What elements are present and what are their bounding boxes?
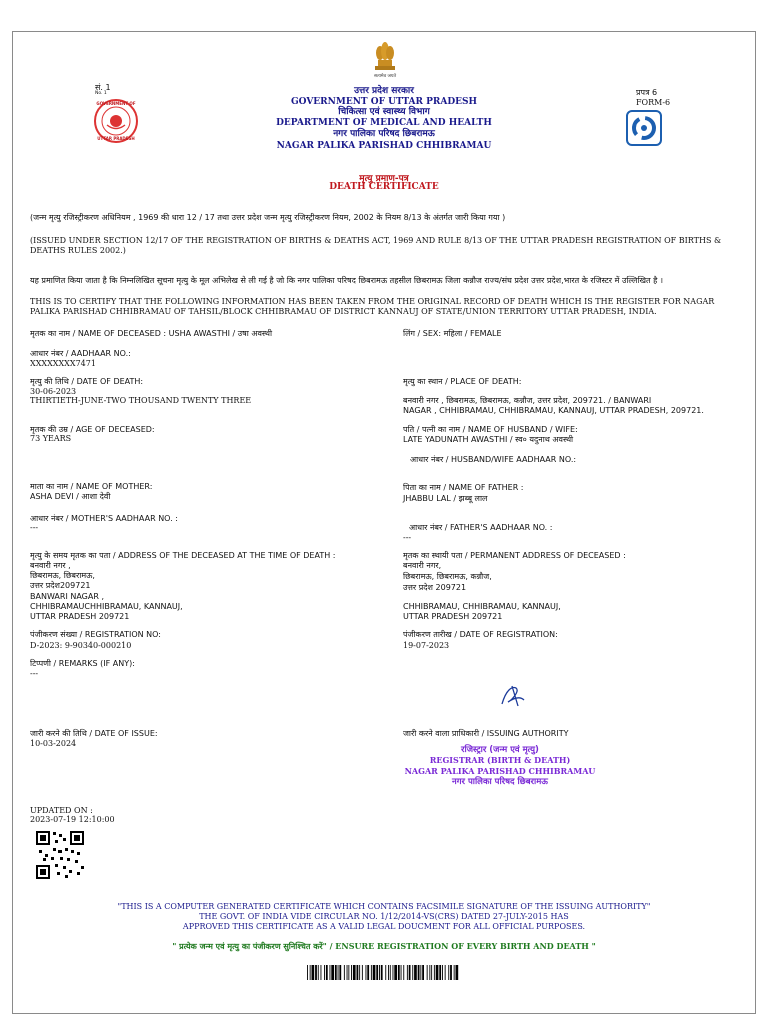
death-address-en-2: CHHIBRAMAUCHHIBRAMAU, KANNAUJ, — [30, 602, 183, 611]
issue-date-label: जारी करने की तिथि / DATE OF ISSUE: — [30, 729, 158, 738]
national-emblem-icon — [372, 40, 398, 72]
page-title: DEATH CERTIFICATE — [329, 182, 439, 192]
spouse-aadhaar-label: आधार नंबर / HUSBAND/WIFE AADHAAR NO.: — [410, 455, 577, 464]
date-of-death-value: 30-06-2023 — [30, 387, 77, 396]
registration-date-label: पंजीकरण तारीख / DATE OF REGISTRATION: — [403, 630, 558, 639]
place-of-death-value-2: NAGAR , CHHIBRAMAU, CHHIBRAMAU, KANNAUJ, UTTAR PRADESH, 209721. — [403, 406, 704, 415]
age-value: 73 YEARS — [30, 434, 72, 443]
date-of-death-label: मृत्यु की तिथि / DATE OF DEATH: — [30, 377, 144, 386]
state-name-hindi: उत्तर प्रदेश सरकार — [354, 86, 414, 96]
issuing-authority-label: जारी करने वाला प्राधिकारी / ISSUING AUTHORITY — [403, 729, 569, 738]
footer-disclaimer: "THIS IS A COMPUTER GENERATED CERTIFICATE WHICH CONTAINS FACSIMILE SIGNATURE OF THE ISSUING AUTHORITY" — [117, 902, 651, 911]
place-of-death-value-1: बनवारी नगर , छिबरामऊ, छिबरामऊ, कन्नौज, उत्तर प्रदेश, 209721. / BANWARI — [403, 396, 652, 405]
municipal-body-hindi: नगर पालिका परिषद छिबरामऊ — [333, 129, 435, 139]
remarks-label: टिप्पणी / REMARKS (IF ANY): — [30, 659, 135, 668]
date-of-death-words: THIRTIETH-JUNE-TWO THOUSAND TWENTY THREE — [30, 396, 252, 405]
age-label: मृतक की उम्र / AGE OF DECEASED: — [30, 425, 155, 434]
registration-no-label: पंजीकरण संख्या / REGISTRATION NO: — [30, 630, 162, 639]
mother-aadhaar-label: आधार नंबर / MOTHER'S AADHAAR NO. : — [30, 514, 178, 523]
footer-slogan — [0, 941, 768, 952]
department-name: DEPARTMENT OF MEDICAL AND HEALTH — [276, 118, 492, 128]
crs-logo-icon — [626, 110, 662, 146]
act-reference: (ISSUED UNDER SECTION 12/17 OF THE REGISTRATION OF BIRTHS & DEATHS ACT, 1969 AND RULE 8/13 OF THE UTTAR PRADESH REGISTRATION OF BIRTHS & DEATHS RULES 2002.) — [30, 236, 722, 255]
death-address-en-3: UTTAR PRADESH 209721 — [30, 612, 130, 621]
seal-text-top: GOVERNMENT OF — [96, 101, 136, 106]
footer-slogan-hindi: " प्रत्येक जन्म एवं मृत्यु का पंजीकरण सुनिश्चित करें" / — [172, 942, 333, 951]
spouse-name-value: LATE YADUNATH AWASTHI / स्व० यदुनाथ अवस्थी — [403, 435, 574, 444]
father-name-label: पिता का नाम / NAME OF FATHER : — [403, 483, 524, 492]
mother-name-value: ASHA DEVI / आशा देवी — [30, 492, 111, 501]
act-reference-hindi: (जन्म मृत्यु रजिस्ट्रीकरण अधिनियम , 1969 की धारा 12 / 17 तथा उत्तर प्रदेश जन्म मृत्यु रजिस्ट्रीकरण नियम, 2002 के नियम 8/13 के अंतर्गत जारी किया गया ) — [30, 213, 506, 222]
registrar-body: NAGAR PALIKA PARISHAD CHHIBRAMAU — [404, 766, 596, 776]
footer-approval: APPROVED THIS CERTIFICATE AS A VALID LEGAL DOUCMENT FOR ALL OFFICIAL PURPOSES. — [182, 922, 586, 931]
serial-number: सं. 1 — [95, 83, 111, 92]
permanent-address-hindi-3: उत्तर प्रदेश 209721 — [403, 583, 467, 592]
registrar-body-hindi: नगर पालिका परिषद छिबरामऊ — [452, 777, 548, 787]
department-hindi: चिकित्सा एवं स्वास्थ्य विभाग — [338, 107, 430, 117]
permanent-address-label: मृतक का स्थायी पता / PERMANENT ADDRESS OF DECEASED : — [403, 551, 626, 560]
permanent-address-hindi-2: छिबरामऊ, छिबरामऊ, कन्नौज, — [403, 572, 492, 581]
permanent-address-en-2: UTTAR PRADESH 209721 — [403, 612, 503, 621]
place-of-death-label: मृत्यु का स्थान / PLACE OF DEATH: — [403, 377, 522, 386]
qr-code-icon — [35, 830, 85, 880]
death-address-hindi-2: छिबरामऊ, छिबरामऊ, — [30, 571, 95, 580]
emblem-motto: सत्यमेव जयते — [373, 74, 397, 79]
updated-on-label: UPDATED ON : — [30, 806, 93, 815]
permanent-address-hindi-1: बनवारी नगर, — [403, 561, 442, 570]
state-name: GOVERNMENT OF UTTAR PRADESH — [290, 97, 478, 107]
form-number: FORM-6 — [636, 98, 671, 107]
footer-slogan-english: ENSURE REGISTRATION OF EVERY BIRTH AND DEATH " — [335, 941, 596, 951]
spouse-name-label: पति / पत्नी का नाम / NAME OF HUSBAND / WIFE: — [403, 425, 578, 434]
registrar-title-hindi: रजिस्ट्रार (जन्म एवं मृत्यु) — [461, 745, 539, 755]
certify-statement: THIS IS TO CERTIFY THAT THE FOLLOWING INFORMATION HAS BEEN TAKEN FROM THE ORIGINAL RECORD OF DEATH WHICH IS THE REGISTER FOR NAGAR PALIKA PARISHAD CHHIBRAMAU OF TAHSIL/BLOCK CHHIBRAMAU OF DISTRICT KANNAUJ OF STATE/UNION TERRITORY UTTAR PRADESH, INDIA. — [30, 297, 715, 316]
signature-icon — [498, 682, 528, 710]
death-address-label: मृत्यु के समय मृतक का पता / ADDRESS OF THE DECEASED AT THE TIME OF DEATH : — [30, 551, 336, 560]
seal-text-bottom: UTTAR PRADESH — [97, 136, 135, 141]
father-name-value: JHABBU LAL / झब्बू लाल — [403, 494, 488, 503]
issue-date-value: 10-03-2024 — [30, 739, 77, 748]
deceased-name: मृतक का नाम / NAME OF DECEASED : USHA AWASTHI / उषा अवस्थी — [30, 329, 273, 338]
mother-name-label: माता का नाम / NAME OF MOTHER: — [30, 482, 153, 491]
footer-circular: THE GOVT. OF INDIA VIDE CIRCULAR NO. 1/12/2014-VS(CRS) DATED 27-JULY-2015 HAS — [199, 912, 569, 921]
father-aadhaar-value: --- — [403, 533, 412, 542]
updated-on-value: 2023-07-19 12:10:00 — [30, 815, 115, 824]
title-hindi: मृत्यु प्रमाण-पत्र — [359, 174, 409, 184]
barcode-icon — [307, 965, 461, 980]
father-aadhaar-label: आधार नंबर / FATHER'S AADHAAR NO. : — [409, 523, 553, 532]
remarks-value: --- — [30, 669, 39, 678]
permanent-address-en-1: CHHIBRAMAU, CHHIBRAMAU, KANNAUJ, — [403, 602, 561, 611]
aadhaar-value: XXXXXXXX7471 — [30, 359, 96, 368]
municipal-body-name: NAGAR PALIKA PARISHAD CHHIBRAMAU — [276, 141, 492, 151]
mother-aadhaar-value: --- — [30, 523, 39, 532]
certify-statement-hindi: यह प्रमाणित किया जाता है कि निम्नलिखित सूचना मृत्यु के मूल अभिलेख से ली गई है जो कि नगर पालिका परिषद छिबरामऊ तहसील छिबरामऊ जिला कन्नौज राज्य/संघ प्रदेश उत्तर प्रदेश,भारत के रजिस्टर में उल्लिखित है । — [30, 276, 663, 285]
registration-no-value: D-2023: 9-90340-000210 — [30, 641, 132, 650]
sex-field: लिंग / SEX: महिला / FEMALE — [403, 329, 502, 338]
registration-date-value: 19-07-2023 — [403, 641, 450, 650]
death-address-hindi-3: उत्तर प्रदेश209721 — [30, 581, 91, 590]
death-address-hindi-1: बनवारी नगर , — [30, 561, 71, 570]
aadhaar-label: आधार नंबर / AADHAAR NO.: — [30, 349, 131, 358]
death-address-en-1: BANWARI NAGAR , — [30, 592, 104, 601]
serial-number-sub: No. 1 — [95, 91, 107, 96]
registrar-title: REGISTRAR (BIRTH & DEATH) — [429, 755, 571, 765]
form-number-hindi: प्रपत्र 6 — [636, 88, 658, 97]
